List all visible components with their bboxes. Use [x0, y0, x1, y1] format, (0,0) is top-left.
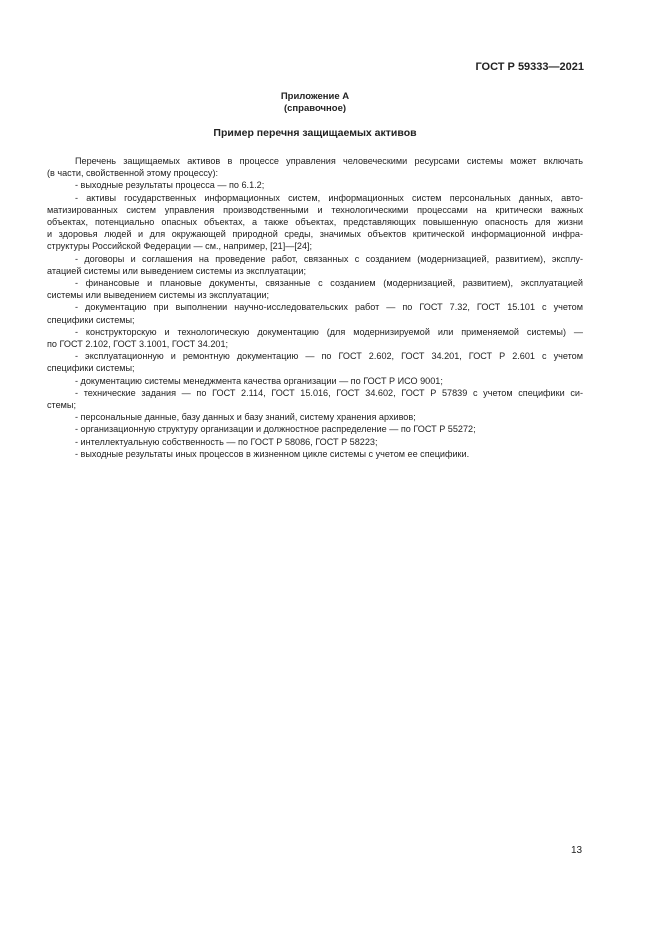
text-line: и здоровья людей и для окружающей природной среды, значимых объектов критической информационной инфра- — [47, 229, 583, 240]
text-line: структуры Российской Федерации — см., например, [21]—[24]; — [47, 241, 313, 252]
text-line: специфики системы; — [47, 363, 135, 374]
paragraph — [47, 301, 583, 325]
text-line: - договоры и соглашения на проведение работ, связанных с созданием (модернизацией, развитием), эксплу- — [75, 253, 583, 264]
text-line: - документацию при выполнении научно-исследовательских работ — по ГОСТ 7.32, ГОСТ 15.101 с учетом — [75, 302, 583, 313]
text-line: - персональные данные, базу данных и базу знаний, систему хранения архивов; — [75, 412, 416, 423]
paragraph — [47, 155, 583, 179]
text-line: - конструкторскую и технологическую документацию (для модернизируемой или применяемой системы) — — [75, 326, 583, 337]
document-header: ГОСТ Р 59333—2021 — [475, 61, 584, 73]
text-line: Перечень защищаемых активов в процессе управления человеческими ресурсами системы может включать — [75, 156, 583, 166]
text-line: по ГОСТ 2.102, ГОСТ 3.1001, ГОСТ 34.201; — [47, 338, 229, 349]
body-text — [47, 155, 583, 460]
text-line: (в части, свойственной этому процессу): — [47, 168, 219, 179]
text-line: - активы государственных информационных систем, информационных систем персональных данных, авто- — [75, 192, 583, 203]
page-number: 13 — [571, 845, 583, 856]
text-line: - выходные результаты иных процессов в жизненном цикле системы с учетом ее специфики. — [75, 448, 470, 459]
text-line: стемы; — [47, 399, 76, 410]
text-line: - документацию системы менеджмента качества организации — по ГОСТ Р ИСО 9001; — [75, 375, 443, 386]
text-line: матизированных систем управления производственными и технологическими процессами на критически важных — [47, 204, 583, 215]
paragraph — [47, 436, 583, 448]
paragraph — [47, 350, 583, 374]
paragraph — [47, 423, 583, 435]
text-line: объектах, потенциально опасных объектах, а также объектах, представляющих повышенную опасность для жизни — [47, 216, 583, 227]
paragraph — [47, 192, 583, 253]
text-line: - финансовые и плановые документы, связанные с созданием (модернизацией, развитием), эксплуатацией — [75, 277, 583, 288]
text-line: атацией системы или выведением системы из эксплуатации; — [47, 265, 306, 276]
text-line: - эксплуатационную и ремонтную документацию — по ГОСТ 2.602, ГОСТ 34.201, ГОСТ Р 2.601 с учетом — [75, 351, 583, 362]
paragraph — [47, 448, 583, 460]
paragraph — [47, 326, 583, 350]
paragraph — [47, 387, 583, 411]
paragraph — [47, 411, 583, 423]
text-line: специфики системы; — [47, 314, 135, 325]
text-line: - технические задания — по ГОСТ 2.114, ГОСТ 15.016, ГОСТ 34.602, ГОСТ Р 57839 с учетом специфики си- — [75, 387, 583, 398]
appendix-type: (справочное) — [283, 103, 347, 114]
text-line: - выходные результаты процесса — по 6.1.2; — [75, 180, 265, 191]
paragraph — [47, 253, 583, 277]
appendix-label: Приложение А — [280, 91, 350, 102]
paragraph — [47, 179, 583, 191]
text-line: - организационную структуру организации и должностное распределение — по ГОСТ Р 55272; — [75, 424, 476, 435]
text-line: - интеллектуальную собственность — по ГОСТ Р 58086, ГОСТ Р 58223; — [75, 436, 378, 447]
paragraph — [47, 375, 583, 387]
section-title: Пример перечня защищаемых активов — [213, 127, 417, 139]
paragraph — [47, 277, 583, 301]
text-line: системы или выведением системы из эксплуатации; — [47, 290, 270, 301]
